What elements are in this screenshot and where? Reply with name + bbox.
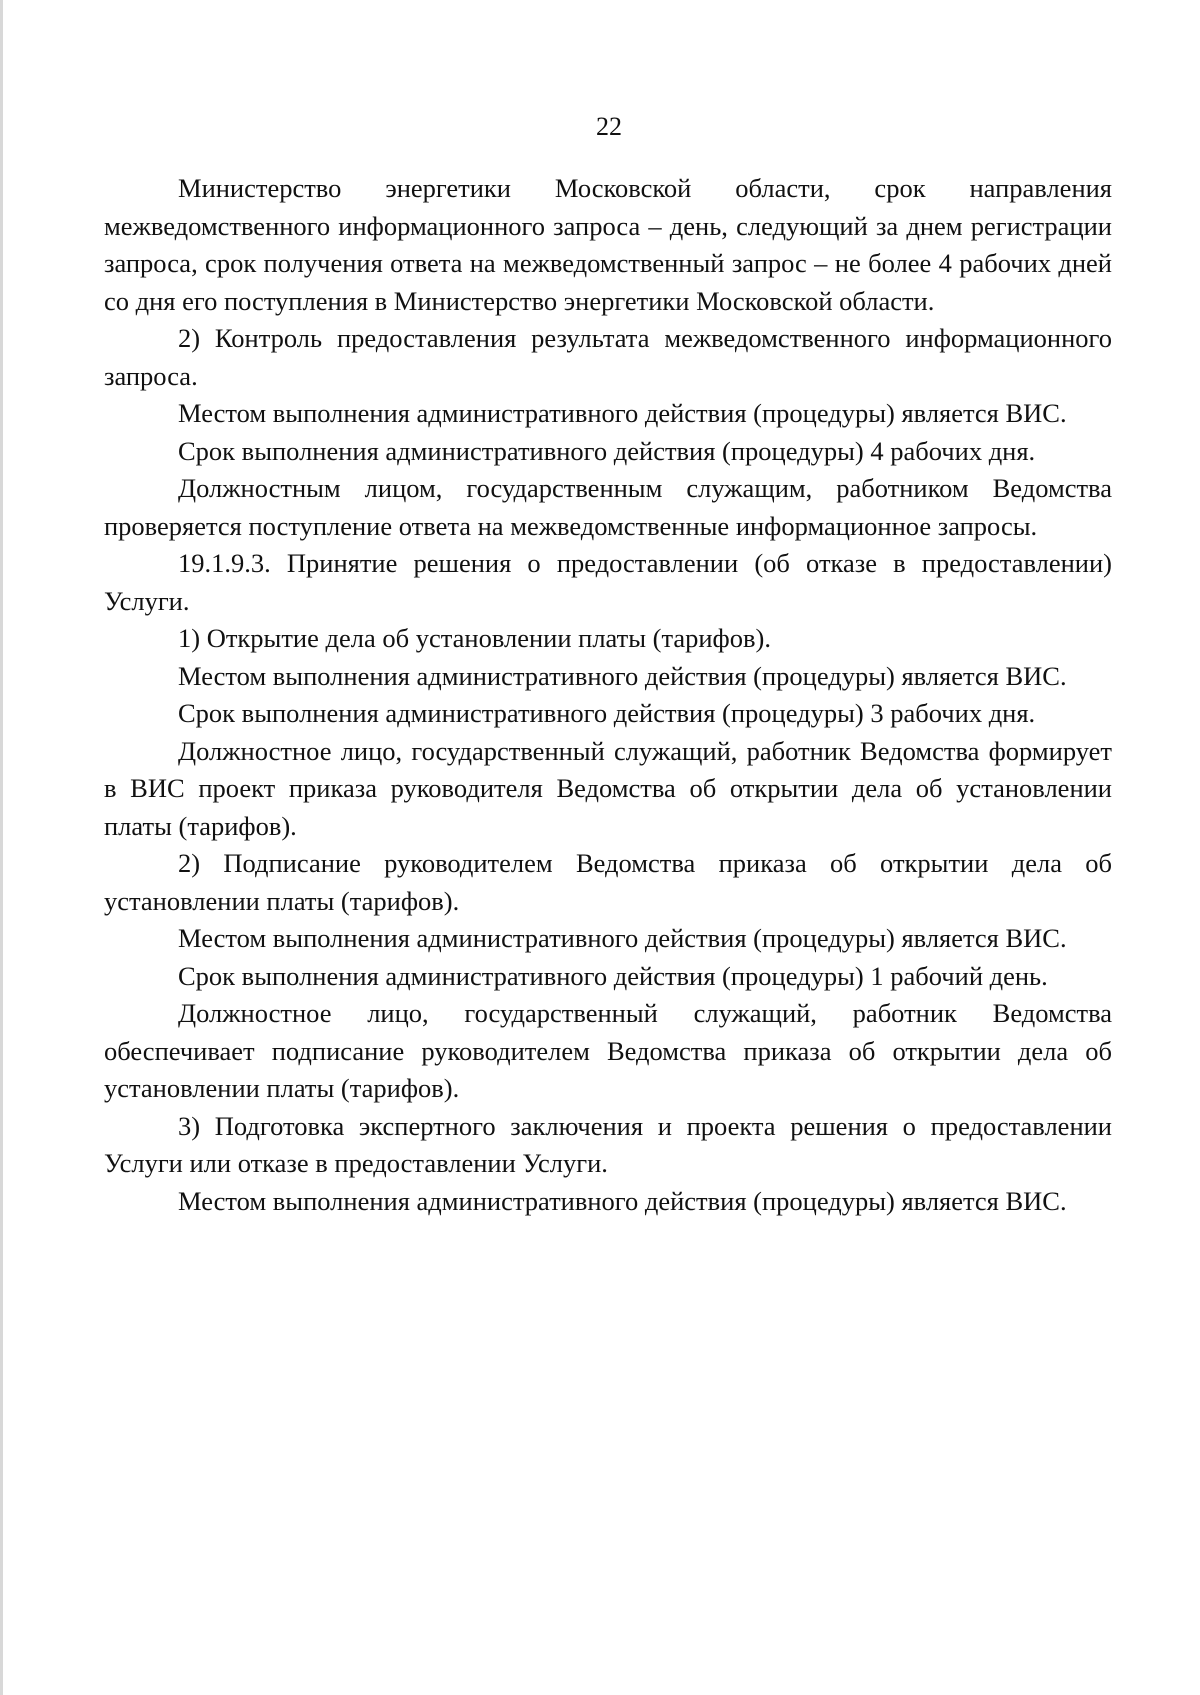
paragraph-7: 1) Открытие дела об установлении платы (тарифов). bbox=[178, 623, 771, 653]
paragraph-4: Срок выполнения административного действия (процедуры) 4 рабочих дня. bbox=[178, 435, 1036, 466]
paragraph-15: 3) Подготовка экспертного заключения и проекта решения о предоставлении Услуги или отказе в предоставлении Услуги. bbox=[104, 1110, 1112, 1178]
paragraph-6: 19.1.9.3. Принятие решения о предоставлении (об отказе в предоставлении) Услуги. bbox=[104, 548, 1112, 616]
page-number: 22 bbox=[596, 112, 622, 141]
scan-edge bbox=[0, 0, 3, 1695]
paragraph-14: Должностное лицо, государственный служащий, работник Ведомства обеспечивает подписание руководителем Ведомства приказа об открытии дела об установлении платы (тарифов). bbox=[104, 998, 1112, 1103]
paragraph-16: Местом выполнения административного действия (процедуры) является ВИС. bbox=[178, 1185, 1067, 1216]
paragraph-3: Местом выполнения административного действия (процедуры) является ВИС. bbox=[178, 398, 1067, 428]
paragraph-2: 2) Контроль предоставления результата межведомственного информационного запроса. bbox=[104, 323, 1112, 391]
paragraph-11: 2) Подписание руководителем Ведомства приказа об открытии дела об установлении платы (тарифов). bbox=[104, 848, 1112, 916]
paragraph-10: Должностное лицо, государственный служащий, работник Ведомства формирует в ВИС проект приказа руководителя Ведомства об открытии дела об установлении платы (тарифов). bbox=[104, 735, 1112, 841]
paragraph-13: Срок выполнения административного действия (процедуры) 1 рабочий день. bbox=[178, 960, 1048, 991]
document-body bbox=[104, 170, 1112, 1220]
paragraph-1: Министерство энергетики Московской области, срок направления межведомственного информационного запроса – день, следующий за днем регистрации запроса, срок получения ответа на межведомственный запрос – не более 4 рабочих дней со дня его поступления в Министерство энергетики Московской области. bbox=[104, 173, 1112, 316]
paragraph-8: Местом выполнения административного действия (процедуры) является ВИС. bbox=[178, 660, 1067, 691]
paragraph-5: Должностным лицом, государственным служащим, работником Ведомства проверяется поступление ответа на межведомственные информационное запросы. bbox=[104, 473, 1112, 541]
paragraph-12: Местом выполнения административного действия (процедуры) является ВИС. bbox=[178, 923, 1067, 953]
paragraph-9: Срок выполнения административного действия (процедуры) 3 рабочих дня. bbox=[178, 698, 1036, 728]
